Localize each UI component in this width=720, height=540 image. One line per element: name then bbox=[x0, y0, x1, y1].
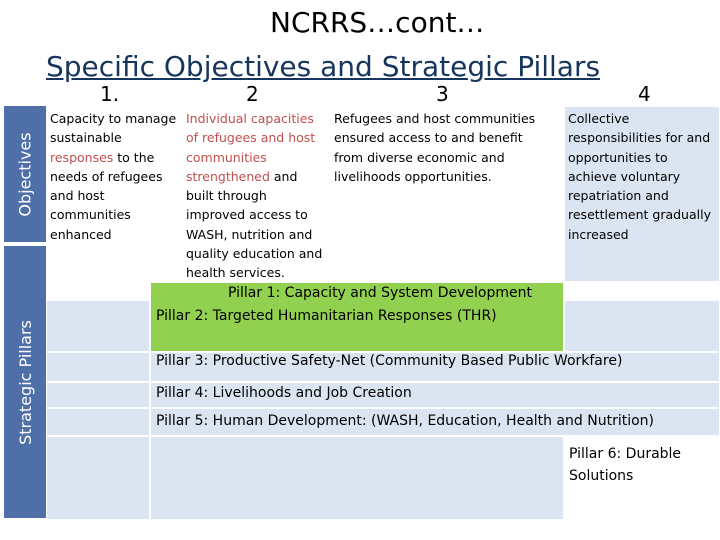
strategic-pillars-sidebar bbox=[4, 246, 46, 518]
pillar-left-cell-5 bbox=[46, 436, 150, 520]
pillar-5-label: Pillar 5: Human Development: (WASH, Education, Health and Nutrition) bbox=[156, 413, 655, 429]
pillar-6-cell bbox=[564, 436, 720, 520]
strategic-pillars-label: Strategic Pillars bbox=[15, 319, 35, 445]
objectives-sidebar bbox=[4, 106, 46, 242]
pillar-6-label: Pillar 6: Durable Solutions bbox=[569, 446, 682, 484]
pillar-right-cell-1 bbox=[564, 300, 720, 352]
slide-title: NCRRS…cont… bbox=[270, 6, 485, 39]
pillar-2-label: Pillar 2: Targeted Humanitarian Responses (THR) bbox=[156, 308, 497, 324]
pillar-3-label: Pillar 3: Productive Safety-Net (Community Based Public Workfare) bbox=[156, 353, 623, 369]
pillar-left-cell-3 bbox=[46, 382, 150, 408]
pillar-left-cell-2 bbox=[46, 352, 150, 382]
pillar-left-cell-top bbox=[46, 282, 150, 300]
pillar-4-label: Pillar 4: Livelihoods and Job Creation bbox=[156, 385, 412, 401]
pillar-1-label: Pillar 1: Capacity and System Development bbox=[228, 285, 532, 301]
objective-1-text: Capacity to manage sustainable responses to the needs of refugees and host communities enhanced bbox=[50, 111, 177, 242]
objective-cell-2 bbox=[182, 106, 328, 282]
objectives-label: Objectives bbox=[15, 131, 35, 217]
column-number-3: 3 bbox=[436, 82, 449, 106]
column-number-1: 1. bbox=[100, 82, 120, 106]
column-number-2: 2 bbox=[246, 82, 259, 106]
objective-2-text: Individual capacities of refugees and host communities strengthened and built through improved access to WASH, nutrition and quality education and health services. bbox=[186, 111, 323, 281]
objective-cell-4 bbox=[564, 106, 720, 282]
objective-cell-3 bbox=[330, 106, 564, 282]
objective-3-text: Refugees and host communities ensured access to and benefit from diverse economic and livelihoods opportunities. bbox=[334, 111, 536, 184]
objective-4-text: Collective responsibilities for and opportunities to achieve voluntary repatriation and resettlement gradually increased bbox=[568, 111, 711, 242]
column-number-4: 4 bbox=[638, 82, 651, 106]
pillar-left-cell-4 bbox=[46, 408, 150, 436]
objective-cell-1 bbox=[46, 106, 182, 282]
pillar-bottom-cell-middle bbox=[150, 436, 564, 520]
pillar-left-cell-1 bbox=[46, 300, 150, 352]
slide-subtitle: Specific Objectives and Strategic Pillars bbox=[46, 50, 601, 83]
